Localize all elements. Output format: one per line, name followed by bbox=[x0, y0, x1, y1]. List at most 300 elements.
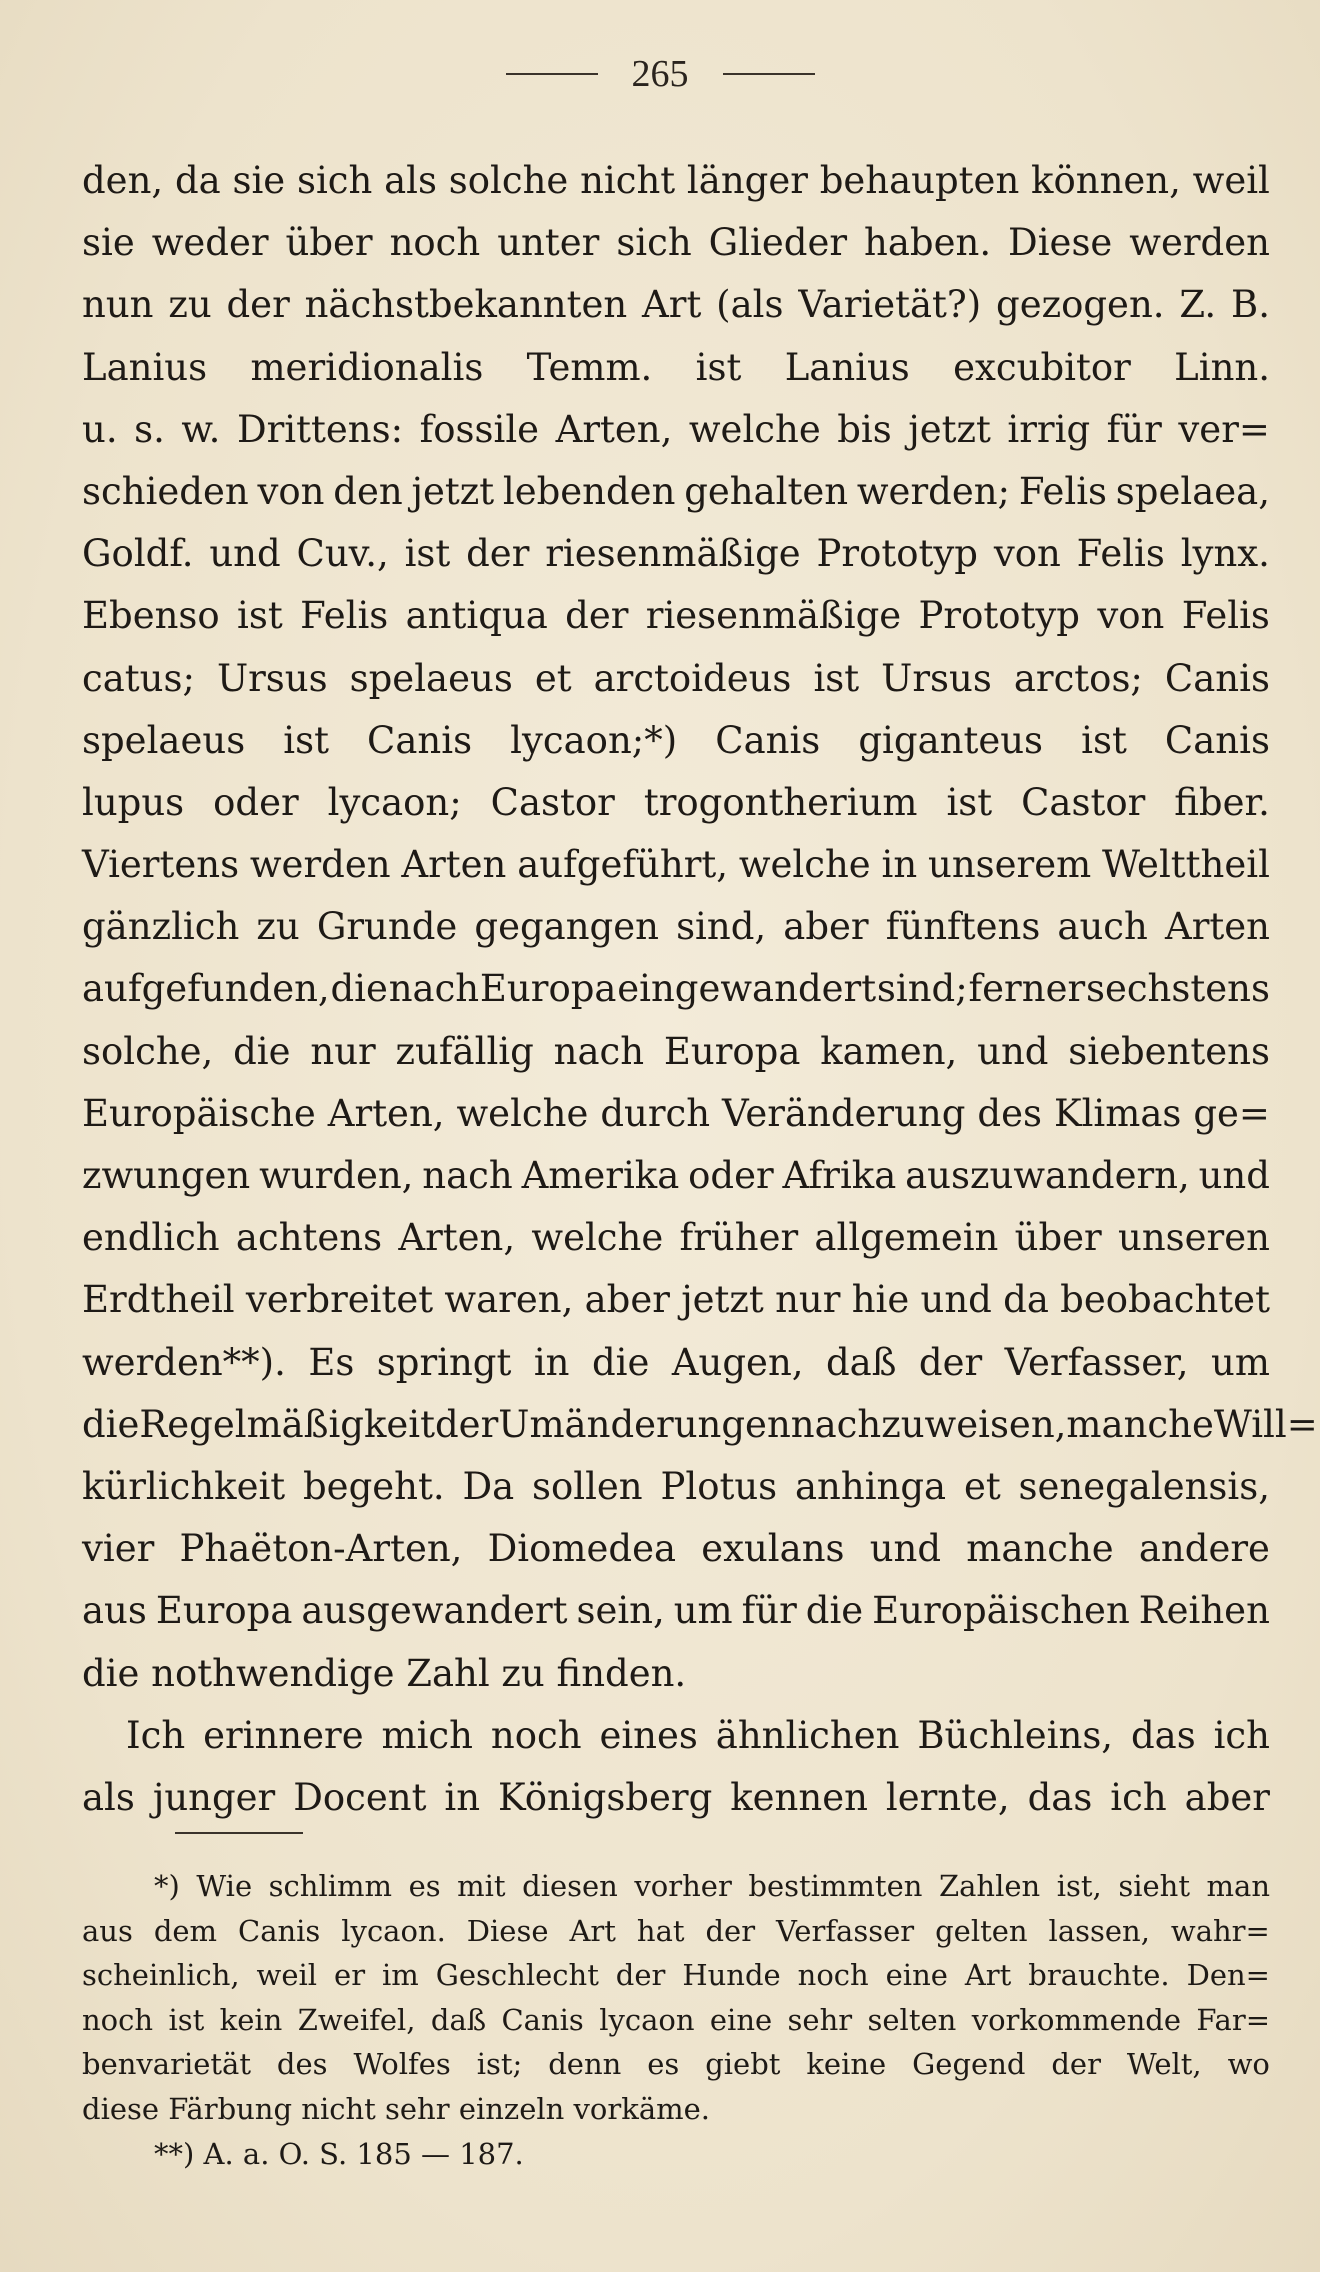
word: die bbox=[82, 1402, 140, 1446]
word: Erdtheil bbox=[82, 1278, 235, 1322]
word: werden; bbox=[856, 469, 1011, 513]
word: Temm. bbox=[526, 345, 653, 389]
word: benvarietät bbox=[82, 2047, 251, 2082]
word: aber bbox=[584, 1278, 670, 1322]
word: Phaëton-Arten, bbox=[179, 1527, 463, 1571]
word: achtens bbox=[235, 1216, 383, 1260]
word: B. bbox=[1231, 283, 1270, 327]
text-line: die nothwendige Zahl zu finden. bbox=[82, 1651, 687, 1695]
word: durch bbox=[600, 1091, 711, 1135]
word: jetzt bbox=[681, 1278, 764, 1322]
word: keine bbox=[806, 2047, 887, 2082]
word: des bbox=[977, 1091, 1042, 1135]
word: catus; bbox=[82, 656, 195, 700]
text-line bbox=[82, 648, 1270, 710]
word: spelaea, bbox=[1115, 469, 1270, 513]
word: manche bbox=[966, 1527, 1114, 1571]
word: eine bbox=[885, 1958, 948, 1993]
word: Canis bbox=[501, 2002, 584, 2037]
word: noch bbox=[490, 1713, 582, 1757]
text-line bbox=[82, 1580, 1270, 1642]
word: daß bbox=[430, 2002, 487, 2037]
word: noch bbox=[82, 2002, 154, 2037]
word: manche bbox=[1066, 1402, 1214, 1446]
word: Hunde bbox=[682, 1958, 781, 1993]
word: sie bbox=[82, 221, 135, 265]
word: giganteus bbox=[858, 718, 1044, 762]
text-line bbox=[82, 1083, 1270, 1145]
word: Arten, bbox=[398, 1216, 516, 1260]
word: Regelmäßigkeit bbox=[139, 1402, 435, 1446]
text-line bbox=[82, 150, 1270, 212]
word: dem bbox=[153, 1913, 218, 1948]
word: Felis bbox=[1181, 594, 1270, 638]
word: Castor bbox=[1021, 780, 1146, 824]
word: ausgewandert bbox=[301, 1589, 568, 1633]
word: das bbox=[1027, 1775, 1093, 1819]
word: Klimas bbox=[1053, 1091, 1182, 1135]
header-rule-left bbox=[506, 73, 598, 75]
footnote-line bbox=[82, 1909, 1270, 1954]
word: ge= bbox=[1193, 1091, 1270, 1135]
word: werden bbox=[249, 843, 391, 887]
word: der bbox=[1051, 2047, 1101, 2082]
word: ist bbox=[283, 718, 329, 762]
footnote-line: **) A. a. O. S. 185 — 187. bbox=[154, 2136, 524, 2171]
header-rule-right bbox=[723, 73, 815, 75]
word: die bbox=[805, 1589, 864, 1633]
word: springt bbox=[376, 1340, 512, 1384]
word: und bbox=[1198, 1154, 1270, 1197]
word: Art bbox=[964, 1958, 1012, 1993]
word: Goldf. bbox=[82, 532, 194, 576]
word: sollen bbox=[531, 1464, 643, 1508]
word: die bbox=[591, 1340, 650, 1384]
word: als bbox=[384, 159, 437, 202]
word: kennen bbox=[730, 1775, 868, 1819]
text-line bbox=[82, 461, 1270, 523]
word: für bbox=[741, 1589, 797, 1633]
word: aus bbox=[82, 1589, 147, 1633]
word: mich bbox=[381, 1713, 473, 1757]
word: sich bbox=[296, 159, 373, 202]
word: Linn. bbox=[1174, 345, 1270, 389]
word: kürlichkeit bbox=[82, 1464, 286, 1508]
word: Cuv., bbox=[296, 532, 389, 576]
word: Europa bbox=[663, 1029, 801, 1073]
word: der bbox=[565, 594, 629, 638]
word: Wolfes bbox=[353, 2047, 451, 2082]
word: noch bbox=[797, 1958, 869, 1993]
word: lycaon. bbox=[341, 1913, 446, 1948]
word: Ebenso bbox=[82, 594, 220, 638]
word: welche bbox=[531, 1216, 664, 1260]
word: um bbox=[673, 1589, 733, 1633]
word: riesenmäßige bbox=[545, 532, 801, 576]
word: Europa bbox=[479, 967, 617, 1011]
word: Lanius bbox=[82, 345, 208, 389]
word: *) bbox=[154, 1869, 180, 1903]
text-line bbox=[82, 710, 1270, 772]
word: wahr= bbox=[1170, 1913, 1270, 1948]
word: Diese bbox=[466, 1913, 549, 1948]
word: aber bbox=[1184, 1775, 1270, 1819]
word: Europäische bbox=[82, 1091, 316, 1135]
word: arctoideus bbox=[593, 656, 792, 700]
word: ist bbox=[168, 2002, 205, 2037]
word: Arten bbox=[1164, 905, 1270, 949]
word: selten bbox=[867, 2002, 957, 2037]
word: und bbox=[920, 1278, 992, 1322]
word: solche, bbox=[82, 1029, 214, 1073]
word: ähnlichen bbox=[715, 1713, 900, 1757]
word: verbreitet bbox=[245, 1278, 434, 1322]
word: weder bbox=[151, 221, 269, 265]
word: lycaon; bbox=[327, 780, 462, 824]
word: sie bbox=[232, 159, 286, 202]
word: länger bbox=[686, 159, 808, 202]
word: nächstbekannten bbox=[304, 283, 628, 327]
word: unserem bbox=[928, 843, 1092, 887]
word: den bbox=[333, 469, 403, 513]
footnote-line bbox=[82, 2042, 1270, 2087]
word: ist bbox=[1081, 718, 1127, 762]
word: fiber. bbox=[1174, 780, 1270, 824]
word: und bbox=[869, 1527, 942, 1571]
word: Far= bbox=[1196, 2002, 1270, 2037]
word: Gegend bbox=[912, 2047, 1026, 2082]
word: irrig bbox=[1007, 407, 1091, 451]
word: den, bbox=[82, 159, 164, 202]
word: meridionalis bbox=[250, 345, 484, 389]
word: in bbox=[533, 1340, 570, 1384]
word: bis bbox=[837, 407, 892, 451]
word: et bbox=[963, 1464, 1001, 1508]
text-line bbox=[82, 896, 1270, 958]
word: Will= bbox=[1213, 1402, 1318, 1446]
word: ist, bbox=[1056, 1869, 1102, 1903]
word: für bbox=[1106, 407, 1162, 451]
word: Europa bbox=[155, 1589, 293, 1633]
word: gezogen. bbox=[996, 283, 1165, 327]
word: begeht. bbox=[303, 1464, 445, 1508]
word: zu bbox=[256, 905, 300, 949]
word: daß bbox=[826, 1340, 897, 1384]
word: schieden bbox=[82, 469, 249, 513]
word: hat bbox=[636, 1913, 685, 1948]
word: Afrika bbox=[782, 1154, 897, 1197]
text-line bbox=[82, 1767, 1270, 1829]
text-line bbox=[82, 1145, 1270, 1207]
word: der bbox=[466, 532, 530, 576]
word: Felis bbox=[1076, 532, 1165, 576]
word: Grunde bbox=[316, 905, 458, 949]
word: behaupten bbox=[819, 159, 1020, 202]
word: lernte, bbox=[885, 1775, 1010, 1819]
word: der bbox=[615, 1958, 666, 1993]
word: Castor bbox=[490, 780, 615, 824]
word: können, bbox=[1031, 159, 1181, 202]
word: Canis bbox=[1164, 718, 1270, 762]
word: Geschlecht bbox=[435, 1958, 599, 1993]
word: waren, bbox=[444, 1278, 574, 1322]
body-text bbox=[82, 150, 1318, 1829]
word: Canis bbox=[1164, 656, 1270, 700]
word: jetzt bbox=[411, 469, 495, 513]
word: allgemein bbox=[814, 1216, 999, 1260]
word: gehalten bbox=[684, 469, 849, 513]
word: Arten bbox=[401, 843, 507, 887]
page-number: 265 bbox=[631, 53, 689, 95]
word: schlimm bbox=[268, 1869, 393, 1903]
word: sieht bbox=[1118, 1869, 1190, 1903]
word: Welttheil bbox=[1102, 843, 1270, 887]
word: über bbox=[285, 221, 373, 265]
word: Felis bbox=[300, 594, 389, 638]
word: man bbox=[1206, 1869, 1270, 1903]
word: Viertens bbox=[82, 843, 240, 887]
word: Ursus bbox=[881, 656, 992, 700]
word: s. bbox=[134, 407, 165, 451]
word: die bbox=[330, 967, 388, 1011]
word: anhinga bbox=[794, 1464, 947, 1508]
word: Art bbox=[569, 1913, 616, 1948]
word: Zahlen bbox=[938, 1869, 1041, 1903]
word: Drittens: bbox=[236, 407, 404, 451]
word: in bbox=[444, 1775, 481, 1819]
text-line bbox=[82, 834, 1270, 896]
word: u. bbox=[82, 407, 118, 451]
word: als bbox=[82, 1775, 135, 1819]
footnote-line: diese Färbung nicht sehr einzeln vorkäme. bbox=[82, 2091, 710, 2126]
word: werden**). bbox=[82, 1340, 286, 1384]
word: sind, bbox=[676, 905, 767, 949]
text-line bbox=[82, 337, 1270, 399]
word: und bbox=[977, 1029, 1049, 1073]
word: zwungen bbox=[82, 1154, 251, 1197]
word: senegalensis, bbox=[1018, 1464, 1270, 1508]
text-line bbox=[82, 772, 1270, 834]
word: brauchte. bbox=[1028, 1958, 1170, 1993]
word: vorkommende bbox=[971, 2002, 1182, 2037]
word: Prototyp bbox=[816, 532, 978, 576]
word: von bbox=[993, 532, 1061, 576]
word: denn bbox=[548, 2047, 622, 2082]
word: siebentens bbox=[1068, 1029, 1270, 1073]
word: zu bbox=[168, 283, 212, 327]
word: diesen bbox=[522, 1869, 618, 1903]
word: oder bbox=[213, 780, 299, 824]
word: vorher bbox=[634, 1869, 732, 1903]
word: Glieder bbox=[708, 221, 848, 265]
page-header bbox=[0, 52, 1320, 96]
word: w. bbox=[181, 407, 221, 451]
word: riesenmäßige bbox=[645, 594, 902, 638]
word: in bbox=[881, 843, 918, 887]
word: Diomedea bbox=[487, 1527, 677, 1571]
footnote-line bbox=[82, 1953, 1270, 1998]
word: ist bbox=[404, 532, 451, 576]
text-line bbox=[82, 399, 1270, 461]
word: Ursus bbox=[216, 656, 328, 700]
word: die bbox=[233, 1029, 291, 1073]
word: giebt bbox=[705, 2047, 781, 2082]
word: unter bbox=[497, 221, 600, 265]
word: beobachtet bbox=[1060, 1278, 1270, 1322]
word: Arten, bbox=[555, 407, 673, 451]
text-line bbox=[82, 1269, 1270, 1331]
word: Lanius bbox=[784, 345, 910, 389]
word: Ich bbox=[126, 1713, 186, 1757]
word: lebenden bbox=[502, 469, 676, 513]
word: hie bbox=[851, 1278, 910, 1322]
word: gegangen bbox=[474, 905, 659, 949]
word: ist bbox=[813, 656, 860, 700]
word: lynx. bbox=[1180, 532, 1270, 576]
word: Augen, bbox=[671, 1340, 804, 1384]
word: ist bbox=[946, 780, 993, 824]
word: da bbox=[1003, 1278, 1049, 1322]
word: werden bbox=[1129, 221, 1270, 265]
text-line bbox=[82, 1705, 1270, 1767]
word: Europäischen bbox=[872, 1589, 1130, 1633]
word: aus bbox=[82, 1913, 133, 1948]
word: Verfasser, bbox=[1004, 1340, 1189, 1384]
word: sechstens bbox=[1085, 967, 1270, 1011]
text-line bbox=[82, 274, 1270, 336]
word: ver= bbox=[1178, 407, 1270, 451]
word: lassen, bbox=[1048, 1913, 1150, 1948]
word: eine bbox=[709, 2002, 773, 2037]
word: sind; bbox=[876, 967, 968, 1011]
word: ich bbox=[1110, 1775, 1167, 1819]
word: zufällig bbox=[395, 1029, 534, 1073]
word: haben. bbox=[864, 221, 992, 265]
word: Zweifel, bbox=[297, 2002, 416, 2037]
word: ist bbox=[695, 345, 742, 389]
word: fünftens bbox=[885, 905, 1041, 949]
word: nur bbox=[775, 1278, 841, 1322]
word: et bbox=[534, 656, 572, 700]
text-line bbox=[82, 958, 1270, 1020]
word: Canis bbox=[238, 1913, 321, 1948]
word: es bbox=[408, 1869, 441, 1903]
word: nun bbox=[82, 283, 154, 327]
word: der bbox=[705, 1913, 756, 1948]
word: eines bbox=[599, 1713, 698, 1757]
word: wo bbox=[1227, 2047, 1270, 2082]
word: Welt, bbox=[1126, 2047, 1202, 2082]
word: um bbox=[1211, 1340, 1270, 1384]
word: Diese bbox=[1008, 221, 1113, 265]
footnote-separator bbox=[175, 1832, 303, 1834]
text-line bbox=[82, 1518, 1270, 1580]
word: antiqua bbox=[405, 594, 548, 638]
word: Den= bbox=[1186, 1958, 1270, 1993]
word: unseren bbox=[1118, 1216, 1270, 1260]
word: Königsberg bbox=[498, 1775, 713, 1819]
text-line bbox=[82, 1394, 1318, 1456]
word: im bbox=[382, 1958, 419, 1993]
word: mit bbox=[457, 1869, 506, 1903]
word: früher bbox=[679, 1216, 799, 1260]
word: bestimmten bbox=[748, 1869, 923, 1903]
word: scheinlich, bbox=[82, 1958, 240, 1993]
footnotes bbox=[82, 1864, 1270, 2176]
word: sehr bbox=[787, 2002, 853, 2037]
word: auch bbox=[1057, 905, 1148, 949]
word: Reihen bbox=[1138, 1589, 1270, 1633]
word: Docent bbox=[293, 1775, 427, 1819]
word: nach bbox=[553, 1029, 645, 1073]
word: (als bbox=[716, 283, 784, 327]
word: junger bbox=[152, 1775, 276, 1819]
word: lycaon bbox=[599, 2002, 695, 2037]
word: nachzuweisen, bbox=[790, 1402, 1067, 1446]
word: andere bbox=[1138, 1527, 1270, 1571]
word: welche bbox=[456, 1091, 589, 1135]
word: Plotus bbox=[660, 1464, 778, 1508]
word: es bbox=[647, 2047, 680, 2082]
word: Da bbox=[462, 1464, 515, 1508]
word: exulans bbox=[701, 1527, 845, 1571]
footnote-line bbox=[82, 1864, 1270, 1909]
word: Wie bbox=[196, 1869, 253, 1903]
word: noch bbox=[389, 221, 481, 265]
word: Prototyp bbox=[918, 594, 1080, 638]
word: nicht bbox=[580, 159, 676, 202]
word: aufgefunden, bbox=[82, 967, 330, 1011]
word: Canis bbox=[715, 718, 821, 762]
word: endlich bbox=[82, 1216, 220, 1260]
text-line bbox=[82, 1207, 1270, 1269]
word: ist; bbox=[476, 2047, 523, 2082]
word: Veränderung bbox=[722, 1091, 966, 1135]
word: ferner bbox=[968, 967, 1086, 1011]
text-line bbox=[82, 1021, 1270, 1083]
word: ist bbox=[237, 594, 283, 638]
word: welche bbox=[738, 843, 871, 887]
word: trogontherium bbox=[643, 780, 918, 824]
word: fossile bbox=[419, 407, 540, 451]
word: weil bbox=[256, 1958, 318, 1993]
word: eingewandert bbox=[617, 967, 877, 1011]
word: Art bbox=[642, 283, 702, 327]
word: gänzlich bbox=[82, 905, 240, 949]
word: Büchleins, bbox=[917, 1713, 1114, 1757]
word: das bbox=[1130, 1713, 1196, 1757]
footnote-line bbox=[82, 1998, 1270, 2043]
word: wurden, bbox=[259, 1154, 414, 1197]
word: spelaeus bbox=[82, 718, 246, 762]
word: nach bbox=[388, 967, 480, 1011]
word: jetzt bbox=[908, 407, 991, 451]
word: nur bbox=[310, 1029, 376, 1073]
text-line bbox=[82, 1456, 1270, 1518]
word: Umänderungen bbox=[498, 1402, 791, 1446]
text-line bbox=[82, 585, 1270, 647]
word: welche bbox=[688, 407, 821, 451]
word: er bbox=[334, 1958, 366, 1993]
word: kein bbox=[219, 2002, 283, 2037]
word: arctos; bbox=[1013, 656, 1143, 700]
word: ich bbox=[1213, 1713, 1270, 1757]
text-line bbox=[82, 523, 1270, 585]
word: solche bbox=[448, 159, 569, 202]
word: aufgeführt, bbox=[517, 843, 729, 887]
word: sich bbox=[616, 221, 692, 265]
word: auszuwandern, bbox=[905, 1154, 1190, 1197]
